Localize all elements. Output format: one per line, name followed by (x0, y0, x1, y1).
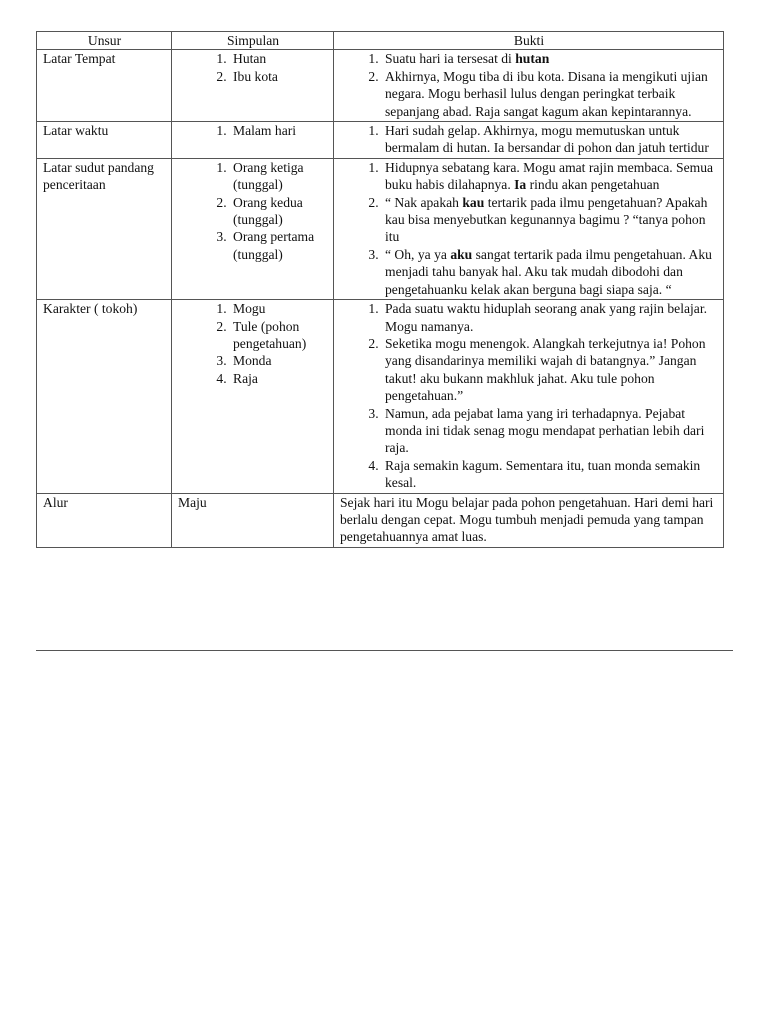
table-row (37, 493, 724, 547)
simpulan-list (178, 50, 328, 85)
bukti-text: Seketika mogu menengok. Alangkah terkejutnya ia! Pohon yang disandarinya memiliki wajah di batangnya.” Jangan takut! aku bukann makhluk jahat. Aku tule pohon pengetahuan.” (385, 335, 706, 404)
simpulan-item: 2. Ibu kota (230, 68, 328, 85)
header-row (37, 32, 724, 50)
bukti-text: Pada suatu waktu hiduplah seorang anak yang rajin belajar. Mogu namanya. (385, 301, 707, 334)
table-row (37, 122, 724, 159)
table-row (37, 300, 724, 493)
table-row (37, 50, 724, 122)
bukti-list (340, 122, 718, 157)
bukti-bold-text: hutan (515, 51, 550, 67)
bukti-text: Akhirnya, Mogu tiba di ibu kota. Disana ia mengikuti ujian negara. Mogu berhasil lulus dengan peringkat terbaik sepanjang abad. Raja sangat kagum akan kepintarannya. (385, 68, 708, 119)
simpulan-list (178, 159, 328, 263)
cell-simpulan (172, 300, 334, 493)
bukti-text: Hidupnya sebatang kara. Mogu amat rajin membaca. Semua buku habis dilahapnya. (385, 159, 714, 193)
simpulan-item: 2. Tule (pohon pengetahuan) (230, 318, 328, 353)
header-bukti: Bukti (334, 32, 724, 50)
simpulan-item: 2. Orang kedua (tunggal) (230, 194, 328, 229)
simpulan-item: 1. Hutan (230, 50, 328, 67)
bukti-bold-text: aku (450, 246, 473, 262)
bukti-list (340, 50, 718, 120)
bukti-item (382, 122, 718, 157)
bukti-text: “ Oh, ya ya (385, 246, 451, 262)
cell-simpulan (172, 122, 334, 159)
header-simpulan: Simpulan (172, 32, 334, 50)
bukti-item (382, 246, 718, 298)
bukti-text: sangat tertarik pada ilmu pengetahuan. Aku menjadi tahu banyak hal. Aku tak mudah dibodohi dan pengetahuanku kelak akan berguna bagi siapa saja. “ (385, 246, 712, 297)
bukti-list (340, 300, 718, 491)
bukti-list (340, 159, 718, 298)
bukti-item (382, 68, 718, 120)
bukti-bold-text: Ia (514, 177, 527, 193)
bukti-text: Suatu hari ia tersesat di (385, 51, 516, 67)
simpulan-list (178, 122, 328, 139)
analysis-table (36, 31, 724, 548)
bukti-text: rindu akan pengetahuan (526, 177, 660, 193)
bukti-item (382, 300, 718, 335)
cell-bukti (334, 158, 724, 299)
simpulan-item: 1. Mogu (230, 300, 328, 317)
bukti-bold-text: kau (462, 194, 485, 210)
bukti-text: Hari sudah gelap. Akhirnya, mogu memutuskan untuk bermalam di hutan. Ia bersandar di pohon dan jatuh tertidur (385, 123, 709, 156)
bukti-item (382, 405, 718, 457)
simpulan-item: 3. Orang pertama (tunggal) (230, 228, 328, 263)
cell-unsur: Alur (37, 493, 172, 547)
table-body (37, 50, 724, 547)
cell-unsur: Latar Tempat (37, 50, 172, 122)
cell-simpulan (172, 158, 334, 299)
bukti-text: “ Nak apakah (385, 194, 463, 210)
cell-unsur: Karakter ( tokoh) (37, 300, 172, 493)
bukti-text: tertarik pada ilmu pengetahuan? Apakah kau bisa menyebutkan kegunannya bagimu ? “tanya pohon itu (385, 194, 708, 245)
bukti-text: Namun, ada pejabat lama yang iri terhadapnya. Pejabat monda ini tidak senag mogu mendapat perhatian lebih dari raja. (385, 405, 705, 456)
table-row (37, 158, 724, 299)
cell-simpulan (172, 50, 334, 122)
header-unsur: Unsur (37, 32, 172, 50)
cell-simpulan: Maju (172, 493, 334, 547)
bukti-item (382, 194, 718, 246)
cell-unsur: Latar sudut pandang penceritaan (37, 158, 172, 299)
table-bottom-rule (36, 650, 733, 651)
bukti-item (382, 50, 718, 67)
bukti-item (382, 457, 718, 492)
cell-bukti: Sejak hari itu Mogu belajar pada pohon pengetahuan. Hari demi hari berlalu dengan cepat. Mogu tumbuh menjadi pemuda yang tampan pengetahuannya amat luas. (334, 493, 724, 547)
simpulan-item: 1. Orang ketiga (tunggal) (230, 159, 328, 194)
bukti-text: Raja semakin kagum. Sementara itu, tuan monda semakin kesal. (385, 457, 701, 491)
bukti-item (382, 335, 718, 405)
cell-unsur: Latar waktu (37, 122, 172, 159)
cell-bukti (334, 50, 724, 122)
simpulan-item: 1. Malam hari (230, 122, 328, 139)
cell-bukti (334, 122, 724, 159)
cell-bukti (334, 300, 724, 493)
simpulan-item: 3. Monda (230, 352, 328, 369)
simpulan-list (178, 300, 328, 387)
bukti-item (382, 159, 718, 194)
simpulan-item: 4. Raja (230, 370, 328, 387)
